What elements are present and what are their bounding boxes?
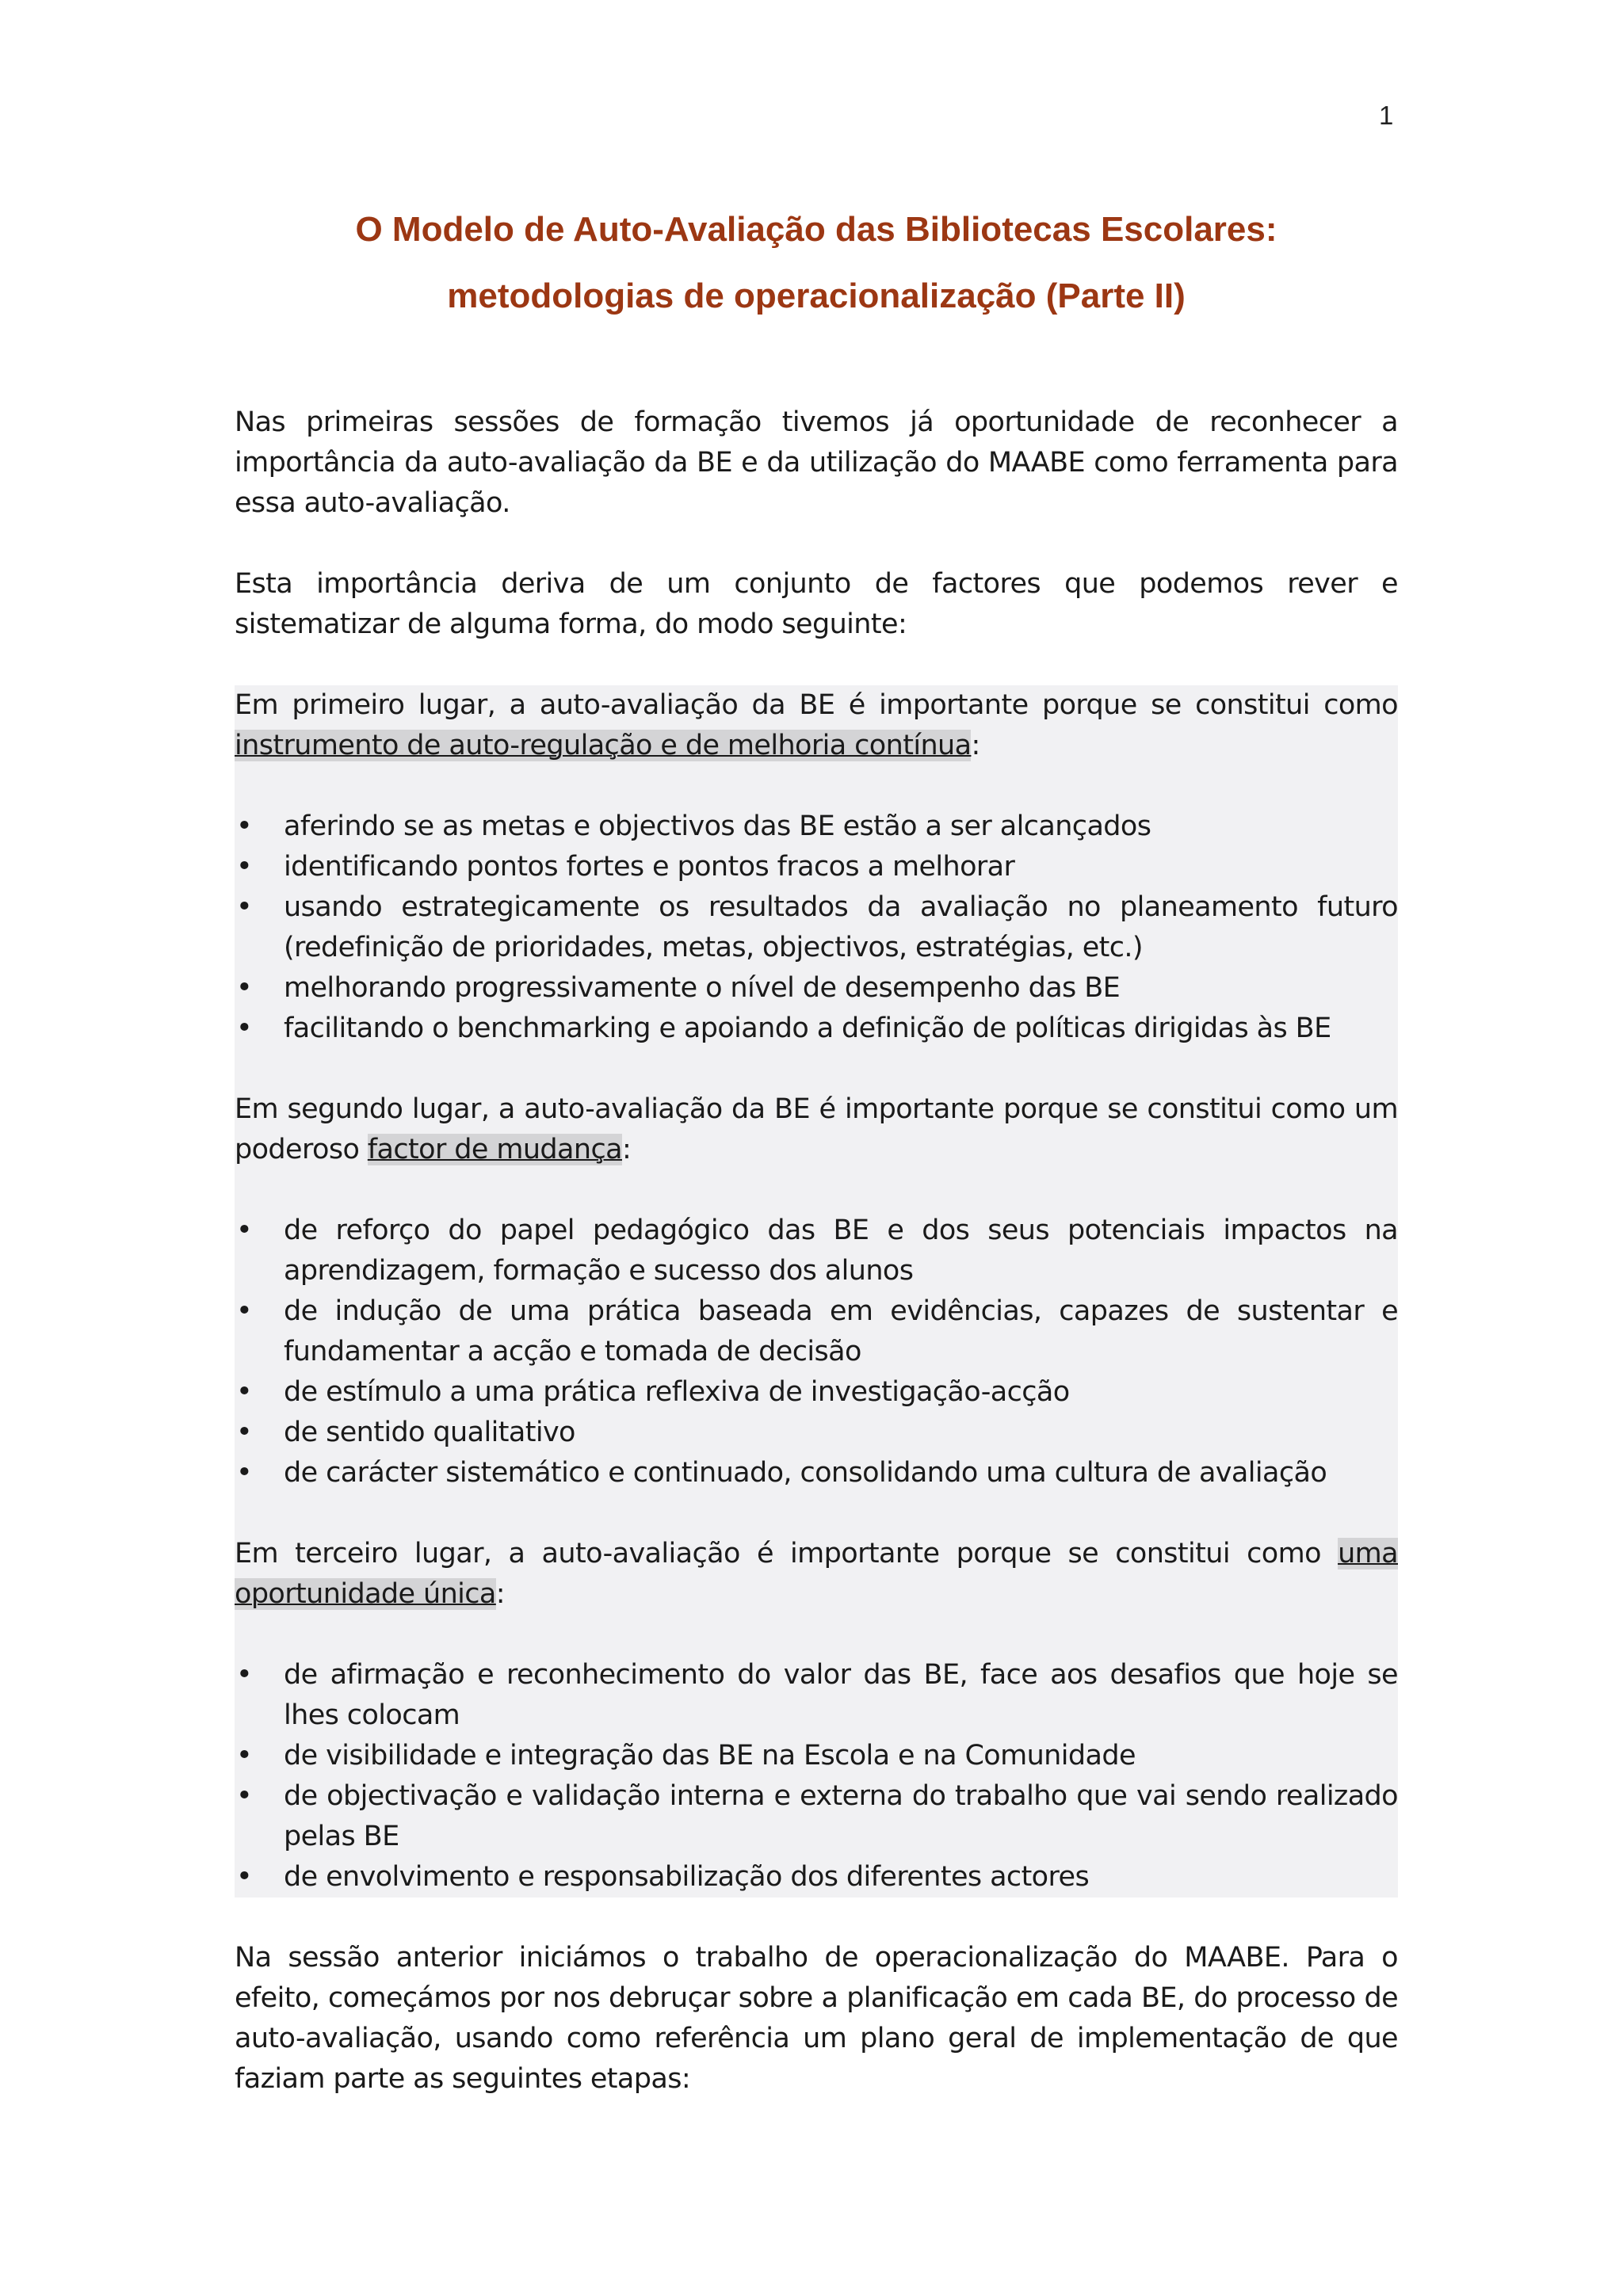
list-item: • usando estrategicamente os resultados da avaliação no planeamento futuro (redefinição de prioridades, metas, objectivos, estratégias, etc.): [235, 887, 1398, 968]
document-title: [235, 196, 1398, 330]
list-item: • de afirmação e reconhecimento do valor das BE, face aos desafios que hoje se lhes colocam: [235, 1655, 1398, 1736]
title-line-1: O Modelo de Auto-Avaliação das Bibliotecas Escolares:: [355, 210, 1277, 249]
document-body: [235, 402, 1398, 2140]
section-1-lead: [235, 685, 1398, 766]
intro-paragraph-2: Esta importância deriva de um conjunto de factores que podemos rever e sistematizar de alguma forma, do modo seguinte:: [235, 568, 1398, 640]
list-item: • de envolvimento e responsabilização dos diferentes actores: [235, 1857, 1398, 1897]
section-2-list: [235, 1211, 1398, 1493]
section-3-colon: :: [495, 1578, 505, 1610]
section-2-lead: [235, 1089, 1398, 1170]
shaded-section: [235, 685, 1398, 1897]
title-line-2: metodologias de operacionalização (Parte II): [447, 277, 1186, 315]
section-3-lead-text: Em terceiro lugar, a auto-avaliação é importante porque se constitui como: [235, 1538, 1338, 1569]
section-1-list: [235, 807, 1398, 1049]
section-1-lead-text: Em primeiro lugar, a auto-avaliação da BE é importante porque se constitui como: [235, 689, 1398, 721]
section-1-highlight: instrumento de auto-regulação e de melhoria contínua: [235, 730, 972, 761]
closing-paragraph: Na sessão anterior iniciámos o trabalho de operacionalização do MAABE. Para o efeito, começámos por nos debruçar sobre a planificação em cada BE, do processo de auto-avaliação, usando como referência um plano geral de implementação de que faziam parte as seguintes etapas:: [235, 1942, 1398, 2095]
section-3-highlight: uma oportunidade única: [235, 1538, 1398, 1610]
intro-paragraph-1: Nas primeiras sessões de formação tivemos já oportunidade de reconhecer a importância da auto-avaliação da BE e da utilização do MAABE como ferramenta para essa auto-avaliação.: [235, 406, 1398, 519]
list-item: • facilitando o benchmarking e apoiando a definição de políticas dirigidas às BE: [235, 1009, 1398, 1049]
page-number: 1: [1379, 101, 1394, 130]
list-item: • de carácter sistemático e continuado, consolidando uma cultura de avaliação: [235, 1453, 1398, 1493]
list-item: • de sentido qualitativo: [235, 1413, 1398, 1453]
section-2-highlight: factor de mudança: [367, 1134, 622, 1165]
list-item: • de indução de uma prática baseada em evidências, capazes de sustentar e fundamentar a acção e tomada de decisão: [235, 1291, 1398, 1372]
list-item: • de objectivação e validação interna e externa do trabalho que vai sendo realizado pelas BE: [235, 1776, 1398, 1857]
list-item: • de visibilidade e integração das BE na Escola e na Comunidade: [235, 1736, 1398, 1776]
section-2-colon: :: [621, 1134, 632, 1165]
section-3-list: [235, 1655, 1398, 1897]
list-item: • de estímulo a uma prática reflexiva de investigação-acção: [235, 1372, 1398, 1413]
section-1-colon: :: [971, 730, 980, 761]
list-item: • de reforço do papel pedagógico das BE e dos seus potenciais impactos na aprendizagem, formação e sucesso dos alunos: [235, 1211, 1398, 1291]
list-item: • aferindo se as metas e objectivos das BE estão a ser alcançados: [235, 807, 1398, 847]
section-2-lead-text: Em segundo lugar, a auto-avaliação da BE é importante porque se constitui como um poderoso: [235, 1093, 1398, 1165]
list-item: • melhorando progressivamente o nível de desempenho das BE: [235, 968, 1398, 1009]
list-item: • identificando pontos fortes e pontos fracos a melhorar: [235, 847, 1398, 887]
section-3-lead: [235, 1534, 1398, 1615]
